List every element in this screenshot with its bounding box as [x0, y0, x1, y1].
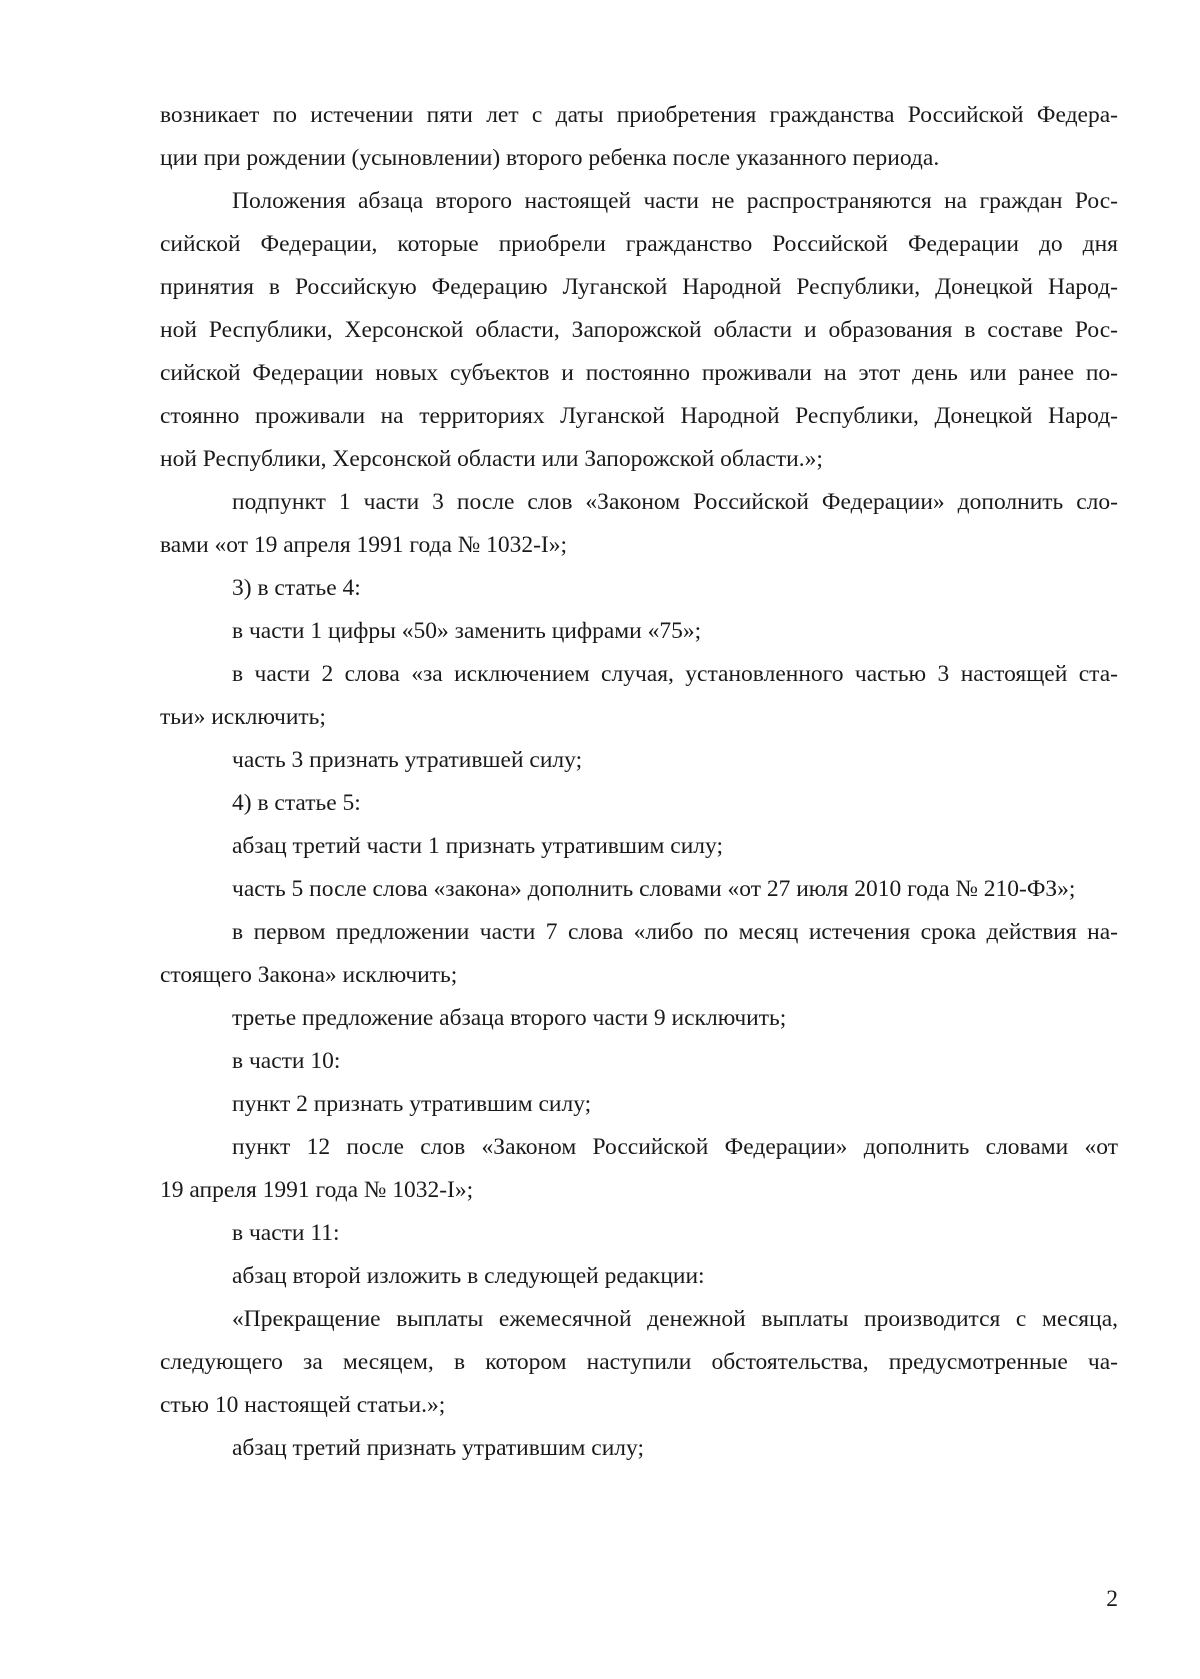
document-body	[160, 94, 1118, 1470]
text-line: стоящего Закона» исключить;	[160, 962, 458, 988]
text-line: «Прекращение выплаты ежемесячной денежной выплаты производится с месяца,	[232, 1306, 1118, 1332]
text-line: ной Республики, Херсонской области, Запорожской области и образования в составе Рос-	[160, 317, 1118, 343]
text-line: 4) в статье 5:	[232, 790, 361, 816]
text-line: в части 2 слова «за исключением случая, установленного частью 3 настоящей ста-	[232, 661, 1118, 687]
text-line: следующего за месяцем, в котором наступили обстоятельства, предусмотренные ча-	[160, 1349, 1118, 1375]
text-line: абзац второй изложить в следующей редакции:	[232, 1263, 705, 1289]
text-line: в первом предложении части 7 слова «либо по месяц истечения срока действия на-	[232, 919, 1118, 945]
text-line: тьи» исключить;	[160, 704, 326, 730]
text-line: в части 1 цифры «50» заменить цифрами «75»;	[232, 618, 702, 644]
text-line: Положения абзаца второго настоящей части не распространяются на граждан Рос-	[232, 188, 1118, 214]
text-line: 19 апреля 1991 года № 1032-I»;	[160, 1177, 474, 1203]
text-line: в части 10:	[232, 1048, 341, 1074]
text-line: третье предложение абзаца второго части 9 исключить;	[232, 1005, 787, 1031]
text-line: пункт 2 признать утратившим силу;	[232, 1091, 592, 1117]
page-number: 2	[1106, 1586, 1118, 1612]
text-line: 3) в статье 4:	[232, 575, 361, 601]
text-line: абзац третий части 1 признать утратившим силу;	[232, 833, 723, 859]
text-line: часть 5 после слова «закона» дополнить словами «от 27 июля 2010 года № 210-ФЗ»;	[232, 876, 1076, 902]
text-line: принятия в Российскую Федерацию Луганской Народной Республики, Донецкой Народ-	[160, 274, 1118, 300]
text-line: возникает по истечении пяти лет с даты приобретения гражданства Российской Федера-	[160, 102, 1118, 128]
text-line: сийской Федерации, которые приобрели гражданство Российской Федерации до дня	[160, 231, 1118, 257]
text-line: ной Республики, Херсонской области или Запорожской области.»;	[160, 446, 823, 472]
text-line: стью 10 настоящей статьи.»;	[160, 1392, 446, 1418]
text-line: ции при рождении (усыновлении) второго ребенка после указанного периода.	[160, 145, 940, 171]
text-line: пункт 12 после слов «Законом Российской Федерации» дополнить словами «от	[232, 1134, 1118, 1160]
text-line: часть 3 признать утратившей силу;	[232, 747, 583, 773]
text-line: абзац третий признать утратившим силу;	[232, 1435, 644, 1461]
text-line: подпункт 1 части 3 после слов «Законом Российской Федерации» дополнить сло-	[232, 489, 1118, 515]
text-line: вами «от 19 апреля 1991 года № 1032-I»;	[160, 532, 568, 558]
text-line: стоянно проживали на территориях Луганской Народной Республики, Донецкой Народ-	[160, 403, 1118, 429]
text-line: в части 11:	[232, 1220, 340, 1246]
text-line: сийской Федерации новых субъектов и постоянно проживали на этот день или ранее по-	[160, 360, 1118, 386]
